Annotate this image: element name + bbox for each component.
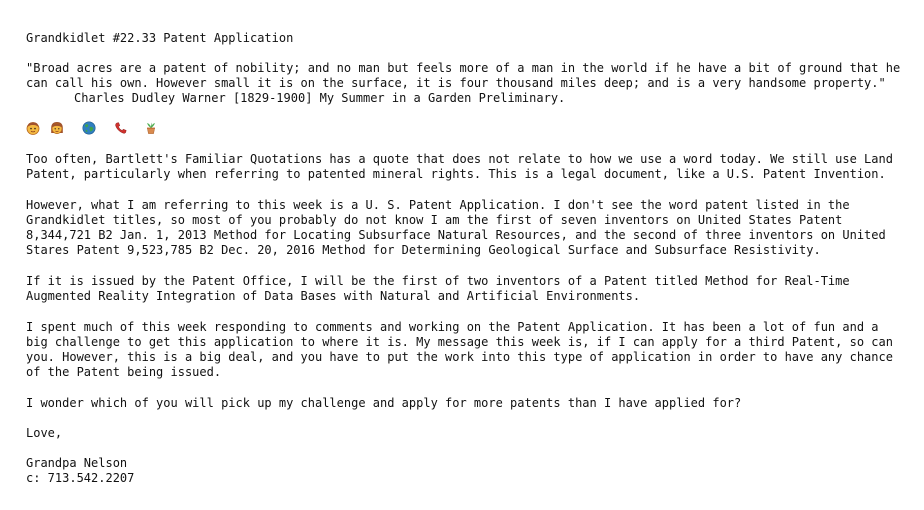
paragraph-3: If it is issued by the Patent Office, I will be the first of two inventors of a Patent titled Method for Real-Time Augmented Reality Integration of Data Bases with Natural and Artificial Environments.	[26, 274, 850, 303]
potted-plant-icon	[144, 121, 158, 135]
girl-face-icon	[50, 121, 64, 135]
signature-phone: c: 713.542.2207	[26, 471, 135, 485]
closing-line: Love,	[26, 426, 63, 440]
globe-icon	[82, 121, 96, 135]
emoji-row	[26, 120, 906, 136]
paragraph-5: I wonder which of you will pick up my challenge and apply for more patents than I have applied for?	[26, 396, 742, 410]
paragraph-1: Too often, Bartlett's Familiar Quotations has a quote that does not relate to how we use a word today. We still use Land Patent, particularly when referring to patented mineral rights. This is a legal document, like a U.S. Patent Invention.	[26, 152, 893, 181]
epigraph-quote: "Broad acres are a patent of nobility; and no man but feels more of a man in the world if he have a bit of ground that he can call his own. However small it is on the surface, it is four thousand miles deep; and is a very handsome property."	[26, 61, 901, 90]
document-title: Grandkidlet #22.33 Patent Application	[26, 31, 294, 45]
telephone-receiver-icon	[114, 121, 128, 135]
paragraph-2: However, what I am referring to this week is a U. S. Patent Application. I don't see the word patent listed in the Grandkidlet titles, so most of you probably do not know I am the first of seven inventors on United States Patent 8,344,721 B2 Jan. 1, 2013 Method for Locating Subsurface Natural Resources, and the second of three inventors on United Stares Patent 9,523,785 B2 Dec. 20, 2016 Method for Determining Geological Surface and Subsurface Resistivity.	[26, 198, 886, 257]
signature-name: Grandpa Nelson	[26, 456, 128, 470]
quote-attribution: Charles Dudley Warner [1829-1900] My Summer in a Garden Preliminary.	[74, 91, 566, 105]
paragraph-4: I spent much of this week responding to comments and working on the Patent Application. It has been a lot of fun and a big challenge to get this application to where it is. My message this week is, if I can apply for a third Patent, so can you. However, this is a big deal, and you have to put the work into this type of application in order to have any chance of the Patent being issued.	[26, 320, 893, 379]
boy-face-icon	[26, 121, 40, 135]
email-body	[26, 31, 906, 486]
